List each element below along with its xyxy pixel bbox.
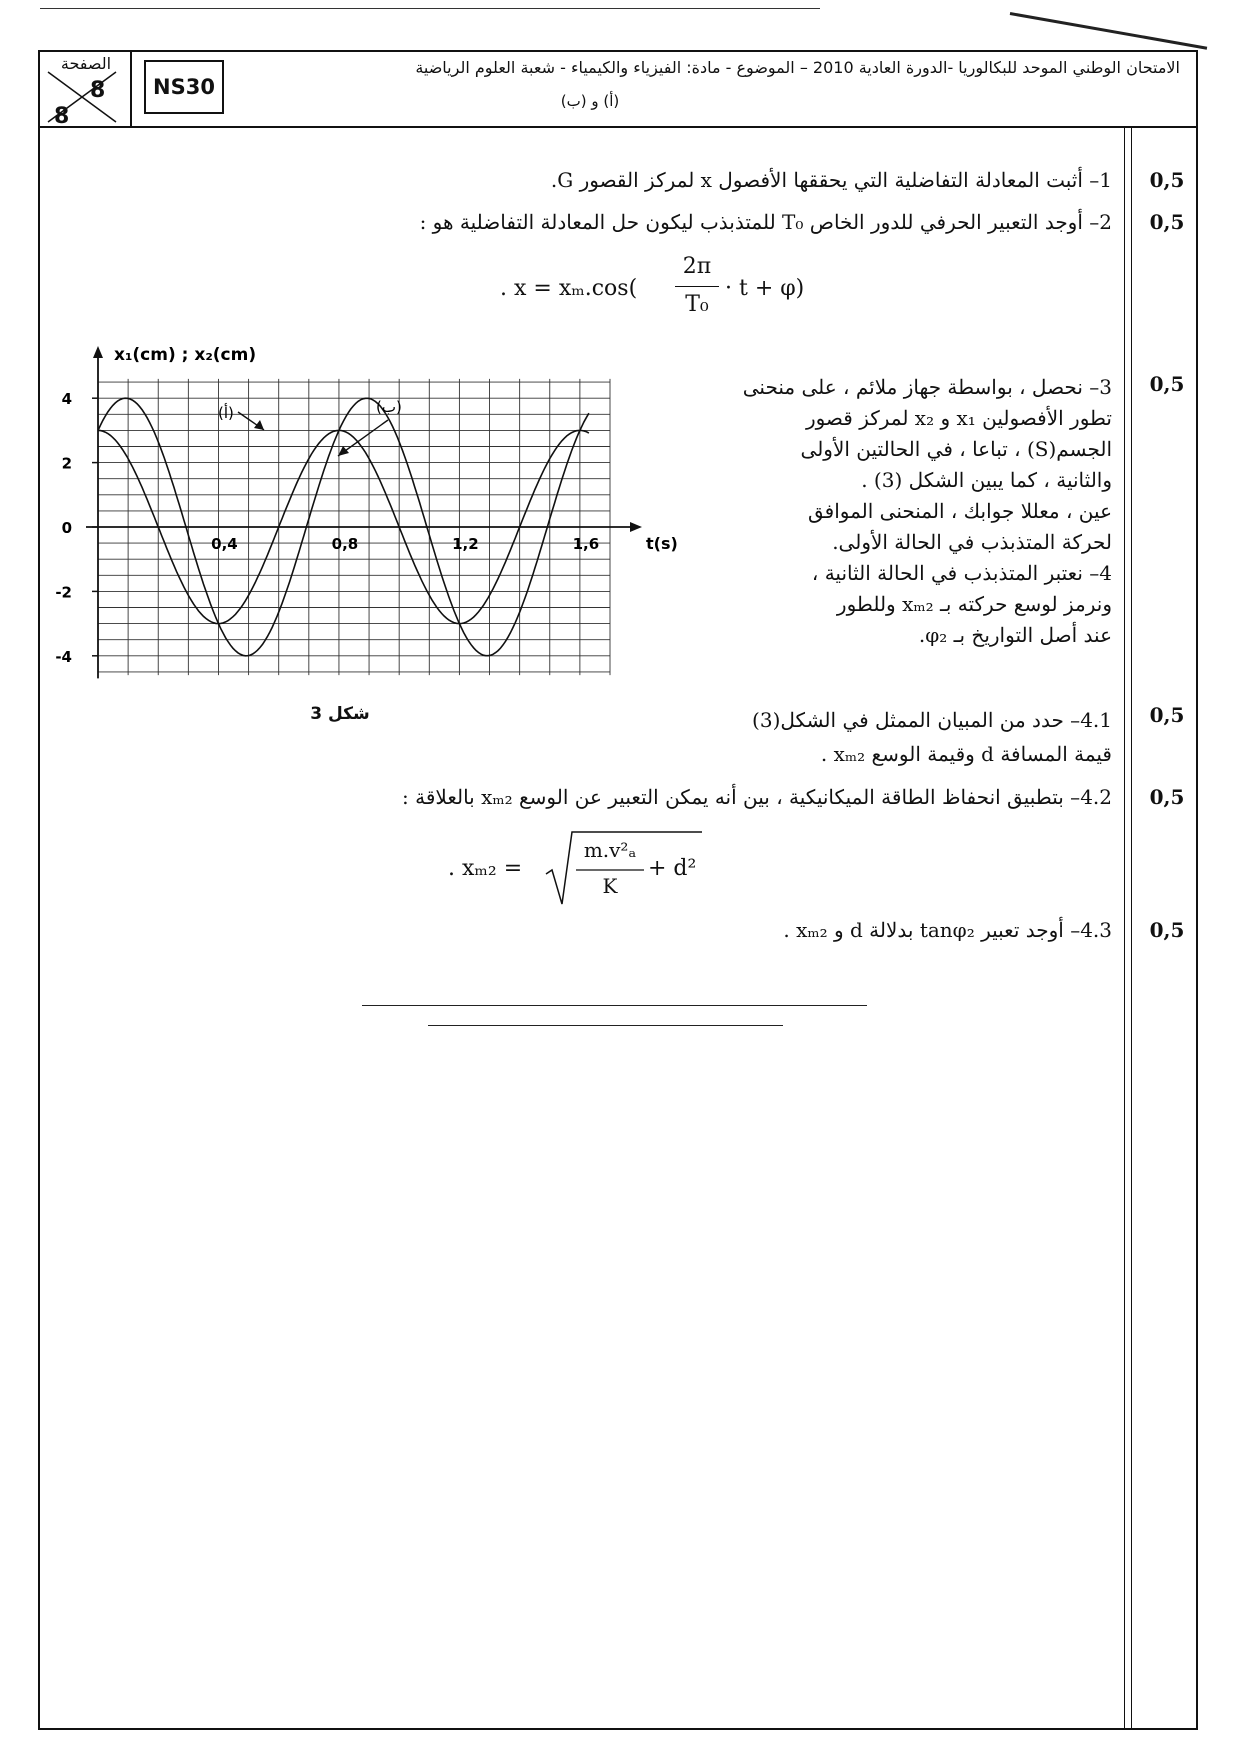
figure-3-chart	[50, 340, 690, 730]
question-2: 2– أوجد التعبير الحرفي للدور الخاص T₀ للمتذبذب ليكون حل المعادلة التفاضلية هو :	[419, 210, 1112, 234]
x-tick-label: 0,4	[211, 535, 238, 553]
y-axis-label: x₁(cm) ; x₂(cm)	[114, 345, 257, 365]
pointer-arrow-a	[254, 420, 264, 430]
figure-caption: شكل 3	[310, 704, 370, 724]
score-q1: 0,5	[1149, 168, 1185, 192]
formula-xm2-numerator: m.v²ₐ	[583, 838, 637, 862]
x-tick-label: 1,6	[572, 535, 600, 553]
x-axis-arrow	[630, 522, 642, 532]
y-tick-label: 4	[61, 390, 72, 409]
q4-line: 4– نعتبر المتذبذب في الحالة الثانية ،	[811, 561, 1112, 585]
y-tick-label: 2	[61, 454, 72, 473]
exam-title: الامتحان الوطني الموحد للبكالوريا -الدورة العادية 2010 – الموضوع - مادة: الفيزياء والكيمياء - شعبة العلوم الرياضية	[415, 58, 1180, 77]
pointer-arrow-b	[338, 446, 349, 456]
question-4-3: 4.3– أوجد تعبير tanφ₂ بدلالة d و xₘ₂ .	[783, 918, 1112, 942]
formula-x-cos-denominator: T₀	[685, 292, 709, 317]
exam-subtitle: (أ) و (ب)	[560, 92, 620, 110]
y-tick-label: -4	[55, 647, 72, 666]
formula-x-cos-right: · t + φ)	[725, 276, 805, 301]
q3-line: تطور الأفصولين x₁ و x₂ لمركز قصور	[805, 406, 1112, 430]
score-q2: 0,5	[1149, 210, 1185, 234]
formula-x-cos	[500, 250, 830, 330]
y-tick-label: -2	[55, 583, 72, 602]
q41-line: 4.1– حدد من المبيان الممثل في الشكل(3)	[752, 708, 1112, 732]
series-label-a: (أ)	[218, 404, 234, 422]
score-column-divider-inner	[1131, 128, 1132, 1728]
page-total: 8	[54, 104, 70, 129]
series-label-b: (ب)	[376, 398, 402, 416]
q3-line: 3– نحصل ، بواسطة جهاز ملائم ، على منحنى	[742, 375, 1112, 399]
q4-line: عند أصل التواريخ بـ φ₂.	[918, 623, 1112, 647]
formula-xm2-right: + d²	[648, 856, 697, 881]
score-q43: 0,5	[1149, 918, 1185, 942]
q41-line: قيمة المسافة d وقيمة الوسع xₘ₂ .	[820, 742, 1112, 766]
question-1: 1– أثبت المعادلة التفاضلية التي يحققها الأفصول x لمركز القصور G.	[550, 168, 1112, 192]
q3-line: عين ، معللا جوابك ، المنحنى الموافق	[807, 499, 1112, 523]
scan-top-line	[40, 8, 820, 9]
end-separator-short	[428, 1025, 783, 1026]
x-axis-label: t(s)	[646, 534, 678, 553]
formula-xm2-left: . xₘ₂ =	[448, 856, 523, 881]
x-tick-label: 1,2	[452, 535, 479, 553]
q3-line: الجسم(S) ، تباعا ، في الحالتين الأولى	[800, 437, 1112, 461]
question-4-2: 4.2– بتطبيق انحفاظ الطاقة الميكانيكية ، بين أنه يمكن التعبير عن الوسع xₘ₂ بالعلاقة :	[402, 785, 1112, 809]
page-current: 8	[90, 78, 106, 103]
exam-code: NS30	[144, 60, 224, 114]
formula-xm2-denominator: K	[602, 874, 618, 898]
score-q41: 0,5	[1149, 703, 1185, 727]
score-q3: 0,5	[1149, 372, 1185, 396]
score-q42: 0,5	[1149, 785, 1185, 809]
q3-line: لحركة المتذبذب في الحالة الأولى.	[832, 530, 1112, 554]
y-tick-label: 0	[61, 519, 72, 537]
q3-line: والثانية ، كما يبين الشكل (3) .	[861, 468, 1112, 492]
formula-x-cos-numerator: 2π	[682, 254, 712, 279]
page-label: الصفحة	[60, 54, 112, 73]
question-3	[640, 372, 1112, 651]
end-separator	[362, 1005, 867, 1006]
y-axis-arrow	[93, 346, 103, 358]
formula-x-cos-left: . x = xₘ.cos(	[500, 276, 638, 301]
formula-xm2	[448, 828, 708, 908]
formula-fraction-bar	[675, 286, 719, 287]
scan-corner-mark	[1010, 12, 1207, 50]
q4-line: ونرمز لوسع حركته بـ xₘ₂ وللطور	[836, 592, 1112, 616]
x-tick-label: 0,8	[331, 535, 359, 553]
score-column-divider	[1124, 128, 1125, 1728]
